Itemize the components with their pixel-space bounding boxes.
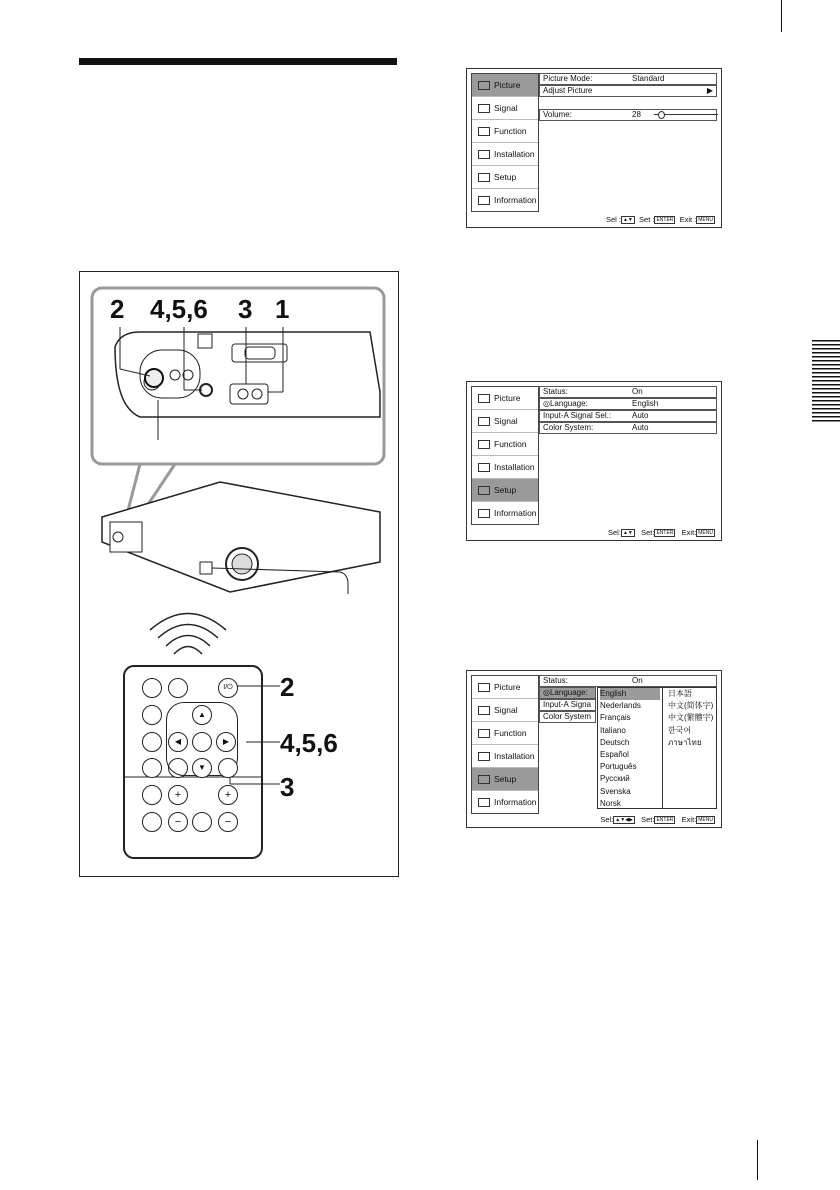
sidebar-item-signal[interactable] bbox=[472, 410, 538, 433]
language-option[interactable]: Français bbox=[600, 713, 631, 723]
callout-456-top: 4,5,6 bbox=[150, 294, 208, 324]
remote-up-button[interactable] bbox=[192, 705, 212, 725]
remote-minus-button[interactable] bbox=[218, 812, 238, 832]
footer-sel: Sel: bbox=[608, 527, 621, 537]
minus-icon: − bbox=[224, 816, 232, 828]
enter-key-label: ENTER bbox=[656, 817, 674, 823]
remote-plus-button[interactable] bbox=[168, 785, 188, 805]
remote-button[interactable] bbox=[142, 732, 162, 752]
sidebar-item-installation[interactable] bbox=[472, 456, 538, 479]
row-label: Language: bbox=[549, 688, 588, 697]
menu-key-label: MENU bbox=[698, 817, 713, 823]
sidebar-item-label: Information bbox=[494, 508, 537, 518]
menu-key-label: MENU bbox=[698, 530, 713, 536]
row-label: Input-A Signal Sel.: bbox=[543, 411, 612, 420]
callout-456-remote: 4,5,6 bbox=[280, 728, 338, 758]
callout-3-top: 3 bbox=[238, 294, 253, 324]
language-option[interactable]: 한국어 bbox=[668, 725, 692, 735]
sidebar-item-label: Setup bbox=[494, 485, 517, 495]
remote-minus-button[interactable] bbox=[168, 812, 188, 832]
menu-row-language[interactable] bbox=[539, 398, 717, 410]
menu-sidebar bbox=[471, 675, 539, 814]
remote-button[interactable] bbox=[142, 678, 162, 698]
right-arrow-icon: ▶ bbox=[222, 737, 230, 746]
callout-2-remote: 2 bbox=[280, 672, 295, 702]
remote-button[interactable] bbox=[142, 812, 162, 832]
footer-rule bbox=[757, 1140, 758, 1180]
function-icon bbox=[478, 440, 490, 449]
remote-button[interactable] bbox=[142, 705, 162, 725]
function-icon bbox=[478, 729, 490, 738]
row-value: 28 bbox=[632, 110, 641, 119]
language-divider bbox=[662, 688, 663, 808]
menu-row-status[interactable] bbox=[539, 675, 717, 687]
row-label: Picture Mode: bbox=[543, 74, 593, 83]
menu-footer bbox=[606, 215, 715, 224]
sidebar-item-label: Setup bbox=[494, 172, 517, 182]
installation-icon bbox=[478, 150, 490, 159]
menu-screen-setup bbox=[466, 381, 722, 541]
row-value: Auto bbox=[632, 411, 649, 420]
sidebar-item-information[interactable] bbox=[472, 791, 538, 813]
remote-enter-button[interactable] bbox=[192, 732, 212, 752]
remote-power-button[interactable] bbox=[218, 678, 238, 698]
row-value: English bbox=[632, 399, 659, 408]
language-dropdown[interactable] bbox=[597, 687, 717, 809]
sidebar-item-label: Function bbox=[494, 126, 527, 136]
minus-icon: − bbox=[174, 816, 182, 828]
language-option[interactable]: Nederlands bbox=[600, 701, 641, 711]
row-label: Adjust Picture bbox=[543, 86, 593, 95]
footer-set: Set: bbox=[641, 814, 655, 824]
row-label: Color System bbox=[543, 712, 592, 721]
sidebar-item-label: Picture bbox=[494, 682, 521, 692]
language-option[interactable]: English bbox=[600, 688, 660, 700]
installation-icon bbox=[478, 463, 490, 472]
sidebar-item-label: Installation bbox=[494, 751, 535, 761]
row-label: Status: bbox=[543, 676, 568, 685]
remote-left-button[interactable] bbox=[168, 732, 188, 752]
enter-key-label: ENTER bbox=[656, 530, 674, 536]
sidebar-item-picture[interactable] bbox=[472, 676, 538, 699]
sidebar-item-picture[interactable] bbox=[472, 74, 538, 97]
remote-button[interactable] bbox=[142, 758, 162, 778]
edge-rule-top bbox=[781, 0, 782, 32]
remote-button[interactable] bbox=[168, 678, 188, 698]
sidebar-item-label: Information bbox=[494, 195, 537, 205]
menu-row-status[interactable] bbox=[539, 386, 717, 398]
sidebar-item-label: Installation bbox=[494, 149, 535, 159]
four-way-key-icon: ▲▼◀▶ bbox=[615, 817, 633, 823]
sidebar-item-setup[interactable] bbox=[472, 479, 538, 502]
volume-slider-knob[interactable] bbox=[658, 111, 665, 119]
signal-icon bbox=[478, 104, 490, 113]
sidebar-item-information[interactable] bbox=[472, 189, 538, 211]
sidebar-item-function[interactable] bbox=[472, 120, 538, 143]
language-icon: ◎ bbox=[543, 688, 550, 697]
callout-2-top: 2 bbox=[110, 294, 125, 324]
remote-right-button[interactable] bbox=[216, 732, 236, 752]
menu-sidebar bbox=[471, 386, 539, 525]
menu-row-input-a-signal[interactable] bbox=[539, 699, 596, 711]
chapter-side-tab bbox=[812, 340, 840, 422]
plus-icon: + bbox=[174, 789, 182, 801]
language-option[interactable]: Italiano bbox=[600, 725, 626, 735]
remote-menu-button[interactable] bbox=[218, 758, 238, 778]
information-icon bbox=[478, 509, 490, 518]
picture-icon bbox=[478, 81, 490, 90]
arrow-right-icon: ▶ bbox=[706, 86, 713, 95]
language-option[interactable]: ภาษาไทย bbox=[668, 737, 702, 747]
sidebar-item-label: Information bbox=[494, 797, 537, 807]
row-value: Standard bbox=[632, 74, 665, 83]
signal-icon bbox=[478, 706, 490, 715]
sidebar-item-label: Picture bbox=[494, 393, 521, 403]
installation-icon bbox=[478, 752, 490, 761]
sidebar-item-signal[interactable] bbox=[472, 97, 538, 120]
setup-icon bbox=[478, 173, 490, 182]
up-arrow-icon: ▲ bbox=[198, 710, 206, 719]
setup-icon bbox=[478, 775, 490, 784]
language-option[interactable]: 日本語 bbox=[668, 689, 692, 698]
enter-key-label: ENTER bbox=[656, 217, 674, 223]
information-icon bbox=[478, 798, 490, 807]
callout-3-remote: 3 bbox=[280, 772, 295, 802]
row-label: Color System: bbox=[543, 423, 594, 432]
function-icon bbox=[478, 127, 490, 136]
sidebar-item-information[interactable] bbox=[472, 502, 538, 524]
sidebar-item-setup[interactable] bbox=[472, 166, 538, 189]
signal-icon bbox=[478, 417, 490, 426]
language-list-asian bbox=[668, 688, 714, 749]
power-label: I/⏻ bbox=[223, 684, 233, 691]
section-heading-bar bbox=[79, 58, 397, 65]
language-option[interactable]: Svenska bbox=[600, 786, 631, 796]
plus-icon: + bbox=[224, 789, 232, 801]
language-option[interactable]: 中文(繁體字) bbox=[668, 713, 714, 723]
menu-row-color-system[interactable] bbox=[539, 711, 596, 723]
footer-set: Set: bbox=[641, 527, 655, 537]
menu-row-picture-mode[interactable] bbox=[539, 73, 717, 85]
language-list-latin bbox=[600, 688, 660, 810]
callout-1-top: 1 bbox=[275, 294, 290, 324]
up-down-key-icon: ▲▼ bbox=[622, 217, 633, 223]
footer-sel: Sel: bbox=[600, 814, 614, 824]
menu-row-language[interactable] bbox=[539, 687, 596, 699]
picture-icon bbox=[478, 394, 490, 403]
footer-exit: Exit : bbox=[679, 214, 697, 224]
menu-screen-language bbox=[466, 670, 722, 828]
illustration-frame bbox=[79, 271, 399, 877]
footer-sel: Sel : bbox=[605, 214, 621, 224]
down-arrow-icon: ▼ bbox=[198, 763, 206, 772]
sidebar-item-label: Signal bbox=[494, 705, 518, 715]
sidebar-item-label: Signal bbox=[494, 103, 518, 113]
sidebar-item-signal[interactable] bbox=[472, 699, 538, 722]
row-label: Status: bbox=[543, 387, 568, 396]
sidebar-item-label: Signal bbox=[494, 416, 518, 426]
projector-illustration bbox=[80, 272, 398, 876]
language-icon: ◎ bbox=[543, 399, 550, 408]
menu-row-volume[interactable] bbox=[539, 109, 717, 121]
row-label: Language: bbox=[549, 399, 588, 408]
row-value: On bbox=[632, 676, 643, 685]
row-label: Input-A Signa bbox=[543, 700, 592, 709]
menu-row-color-system[interactable] bbox=[539, 422, 717, 434]
language-option[interactable]: Português bbox=[600, 762, 637, 772]
menu-key-label: MENU bbox=[698, 217, 713, 223]
sidebar-item-picture[interactable] bbox=[472, 387, 538, 410]
footer-exit: Exit: bbox=[681, 527, 697, 537]
picture-icon bbox=[478, 683, 490, 692]
remote-down-button[interactable] bbox=[192, 758, 212, 778]
remote-button[interactable] bbox=[192, 812, 212, 832]
language-option[interactable]: Español bbox=[600, 750, 629, 760]
row-value: On bbox=[632, 387, 643, 396]
language-option[interactable]: 中文(简体字) bbox=[668, 701, 714, 711]
menu-row-adjust-picture[interactable] bbox=[539, 85, 717, 97]
remote-plus-button[interactable] bbox=[218, 785, 238, 805]
left-arrow-icon: ◀ bbox=[174, 737, 182, 746]
footer-exit: Exit: bbox=[681, 814, 697, 824]
up-down-key-icon: ▲▼ bbox=[622, 530, 633, 536]
menu-sidebar bbox=[471, 73, 539, 212]
sidebar-item-installation[interactable] bbox=[472, 143, 538, 166]
menu-screen-picture bbox=[466, 68, 722, 228]
menu-footer bbox=[608, 528, 715, 537]
sidebar-item-label: Setup bbox=[494, 774, 517, 784]
language-option[interactable]: Norsk bbox=[600, 798, 621, 808]
sidebar-item-label: Picture bbox=[494, 80, 521, 90]
row-value: Auto bbox=[632, 423, 649, 432]
setup-icon bbox=[478, 486, 490, 495]
menu-row-input-a-signal[interactable] bbox=[539, 410, 717, 422]
language-option[interactable]: Русский bbox=[600, 774, 630, 784]
sidebar-item-installation[interactable] bbox=[472, 745, 538, 768]
sidebar-item-label: Function bbox=[494, 728, 527, 738]
sidebar-item-label: Function bbox=[494, 439, 527, 449]
sidebar-item-function[interactable] bbox=[472, 433, 538, 456]
footer-set: Set : bbox=[639, 214, 655, 224]
menu-footer bbox=[600, 815, 715, 824]
remote-button[interactable] bbox=[142, 785, 162, 805]
sidebar-item-function[interactable] bbox=[472, 722, 538, 745]
language-option[interactable]: Deutsch bbox=[600, 737, 630, 747]
row-label: Volume: bbox=[543, 110, 572, 119]
information-icon bbox=[478, 196, 490, 205]
sidebar-item-label: Installation bbox=[494, 462, 535, 472]
sidebar-item-setup[interactable] bbox=[472, 768, 538, 791]
